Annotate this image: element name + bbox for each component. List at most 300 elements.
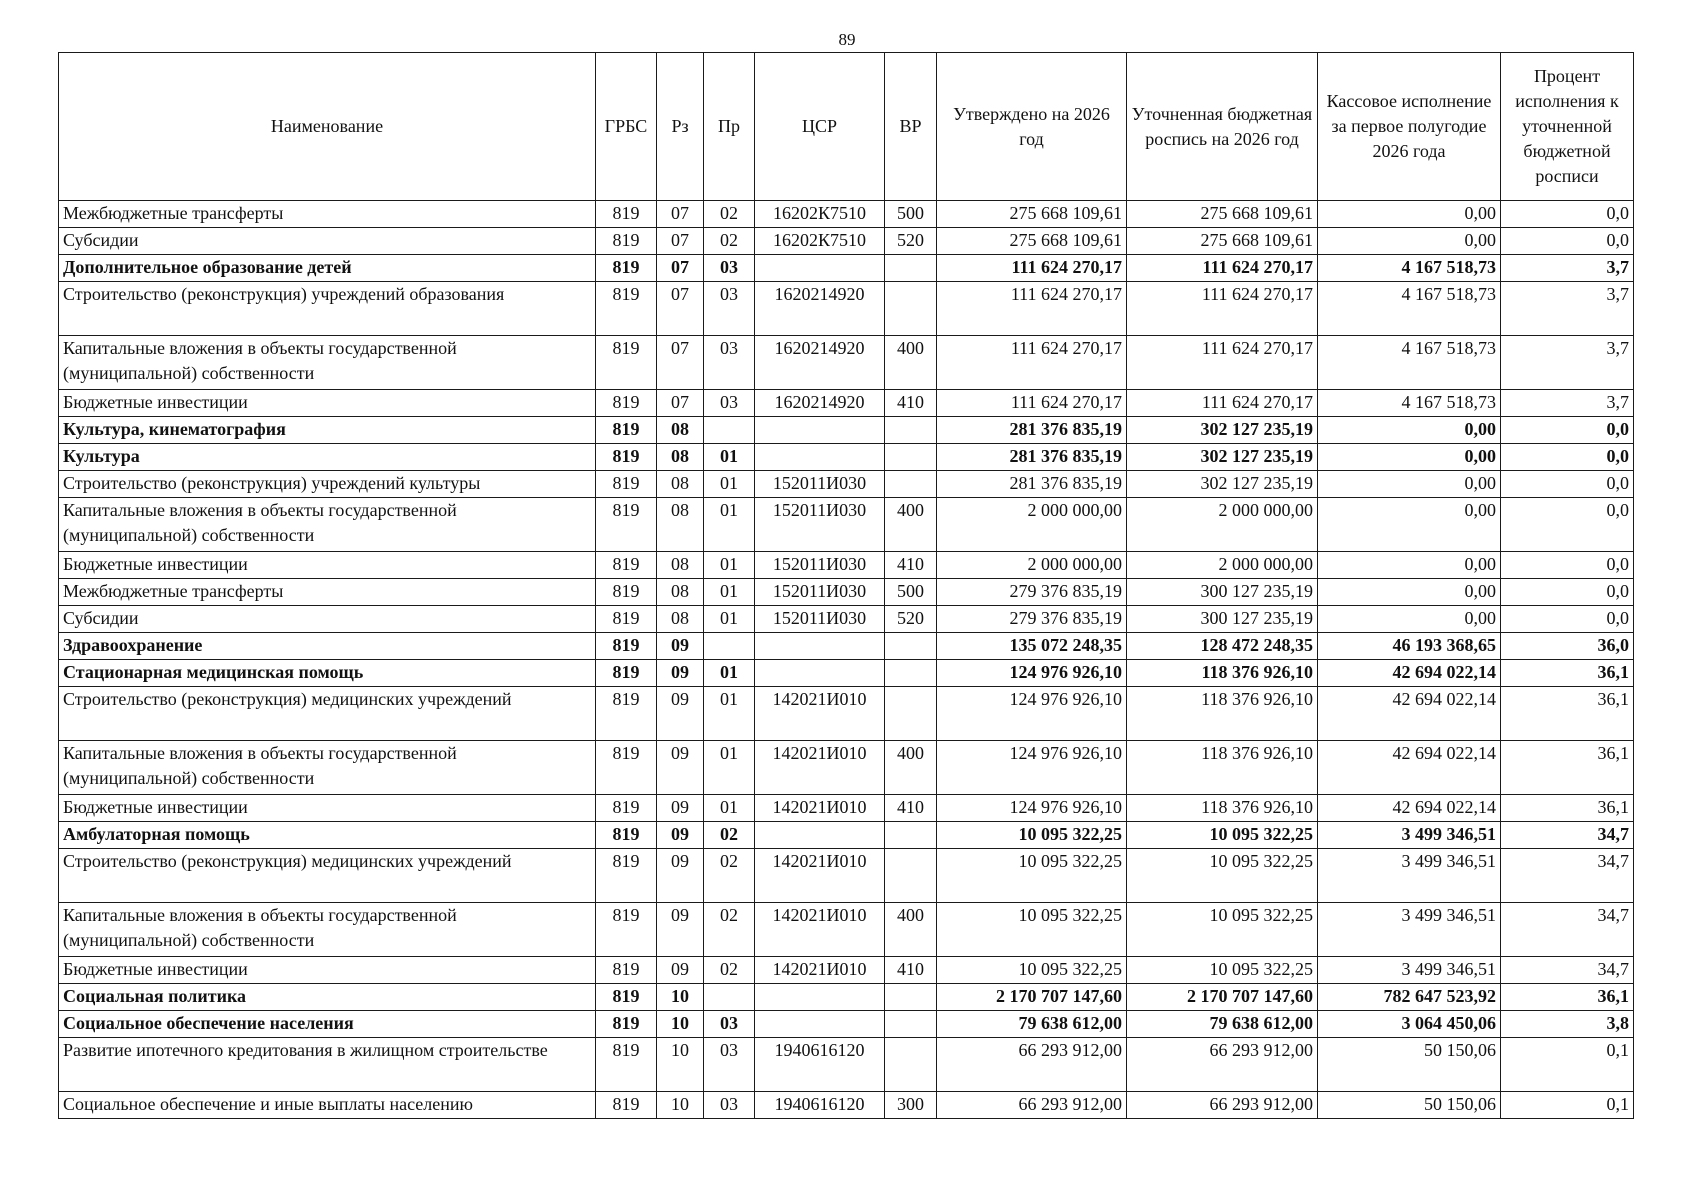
cell-rz: 09 — [657, 633, 704, 660]
cell-name: Капитальные вложения в объекты государственной (муниципальной) собственности — [59, 741, 596, 795]
cell-name: Капитальные вложения в объекты государственной (муниципальной) собственности — [59, 336, 596, 390]
table-row — [59, 606, 1634, 633]
cell-approved: 135 072 248,35 — [937, 633, 1127, 660]
cell-name: Развитие ипотечного кредитования в жилищном строительстве — [59, 1038, 596, 1092]
cell-vr: 410 — [885, 795, 937, 822]
cell-refined: 118 376 926,10 — [1127, 795, 1318, 822]
cell-refined: 79 638 612,00 — [1127, 1011, 1318, 1038]
cell-pr: 01 — [704, 741, 755, 795]
table-row — [59, 579, 1634, 606]
cell-rz: 09 — [657, 741, 704, 795]
cell-refined: 2 170 707 147,60 — [1127, 984, 1318, 1011]
cell-percent: 0,0 — [1501, 552, 1634, 579]
cell-pr: 01 — [704, 606, 755, 633]
cell-pr: 01 — [704, 579, 755, 606]
cell-percent: 34,7 — [1501, 822, 1634, 849]
header-row — [59, 53, 1634, 201]
cell-pr — [704, 984, 755, 1011]
cell-name: Социальная политика — [59, 984, 596, 1011]
cell-cash: 3 499 346,51 — [1318, 957, 1501, 984]
cell-approved: 124 976 926,10 — [937, 660, 1127, 687]
table-row — [59, 1011, 1634, 1038]
header-refined: Уточненная бюджетная роспись на 2026 год — [1127, 53, 1318, 201]
cell-vr — [885, 1038, 937, 1092]
cell-refined: 2 000 000,00 — [1127, 552, 1318, 579]
cell-percent: 34,7 — [1501, 903, 1634, 957]
cell-grbs: 819 — [596, 336, 657, 390]
cell-vr — [885, 417, 937, 444]
cell-pr: 03 — [704, 282, 755, 336]
table-row — [59, 849, 1634, 903]
cell-vr — [885, 282, 937, 336]
cell-name: Субсидии — [59, 228, 596, 255]
cell-approved: 2 000 000,00 — [937, 552, 1127, 579]
cell-name: Строительство (реконструкция) учреждений культуры — [59, 471, 596, 498]
cell-percent: 36,1 — [1501, 660, 1634, 687]
cell-cash: 3 499 346,51 — [1318, 822, 1501, 849]
cell-name: Субсидии — [59, 606, 596, 633]
cell-cash: 0,00 — [1318, 498, 1501, 552]
header-vr: ВР — [885, 53, 937, 201]
cell-refined: 2 000 000,00 — [1127, 498, 1318, 552]
cell-csr: 16202К7510 — [755, 201, 885, 228]
cell-rz: 07 — [657, 336, 704, 390]
cell-percent: 3,7 — [1501, 282, 1634, 336]
cell-approved: 111 624 270,17 — [937, 390, 1127, 417]
cell-csr — [755, 417, 885, 444]
cell-approved: 124 976 926,10 — [937, 795, 1127, 822]
cell-csr: 142021И010 — [755, 903, 885, 957]
cell-pr: 03 — [704, 390, 755, 417]
cell-pr: 02 — [704, 957, 755, 984]
cell-pr: 03 — [704, 1038, 755, 1092]
cell-cash: 50 150,06 — [1318, 1092, 1501, 1119]
table-row — [59, 282, 1634, 336]
cell-csr: 142021И010 — [755, 687, 885, 741]
cell-refined: 275 668 109,61 — [1127, 228, 1318, 255]
cell-csr — [755, 1011, 885, 1038]
cell-cash: 4 167 518,73 — [1318, 336, 1501, 390]
cell-rz: 08 — [657, 498, 704, 552]
cell-pr: 03 — [704, 336, 755, 390]
cell-percent: 3,7 — [1501, 336, 1634, 390]
cell-cash: 3 499 346,51 — [1318, 903, 1501, 957]
cell-csr: 142021И010 — [755, 849, 885, 903]
cell-cash: 42 694 022,14 — [1318, 687, 1501, 741]
cell-approved: 281 376 835,19 — [937, 417, 1127, 444]
cell-percent: 0,1 — [1501, 1038, 1634, 1092]
cell-refined: 300 127 235,19 — [1127, 579, 1318, 606]
cell-percent: 0,0 — [1501, 417, 1634, 444]
cell-name: Дополнительное образование детей — [59, 255, 596, 282]
cell-grbs: 819 — [596, 417, 657, 444]
table-row — [59, 552, 1634, 579]
cell-cash: 0,00 — [1318, 444, 1501, 471]
cell-percent: 0,0 — [1501, 579, 1634, 606]
cell-rz: 09 — [657, 687, 704, 741]
cell-approved: 79 638 612,00 — [937, 1011, 1127, 1038]
cell-refined: 118 376 926,10 — [1127, 687, 1318, 741]
cell-vr: 500 — [885, 579, 937, 606]
cell-csr — [755, 660, 885, 687]
cell-grbs: 819 — [596, 228, 657, 255]
cell-name: Межбюджетные трансферты — [59, 579, 596, 606]
cell-percent: 3,7 — [1501, 255, 1634, 282]
header-grbs: ГРБС — [596, 53, 657, 201]
cell-approved: 111 624 270,17 — [937, 336, 1127, 390]
cell-cash: 0,00 — [1318, 417, 1501, 444]
cell-cash: 46 193 368,65 — [1318, 633, 1501, 660]
cell-csr: 1940616120 — [755, 1038, 885, 1092]
table-row — [59, 228, 1634, 255]
cell-rz: 10 — [657, 1011, 704, 1038]
cell-rz: 08 — [657, 552, 704, 579]
cell-pr: 01 — [704, 498, 755, 552]
cell-csr: 1620214920 — [755, 336, 885, 390]
cell-cash: 782 647 523,92 — [1318, 984, 1501, 1011]
cell-vr: 400 — [885, 903, 937, 957]
cell-pr: 02 — [704, 228, 755, 255]
cell-approved: 281 376 835,19 — [937, 444, 1127, 471]
cell-csr: 142021И010 — [755, 957, 885, 984]
cell-cash: 0,00 — [1318, 606, 1501, 633]
cell-cash: 0,00 — [1318, 552, 1501, 579]
cell-cash: 3 499 346,51 — [1318, 849, 1501, 903]
cell-vr: 410 — [885, 390, 937, 417]
table-body — [59, 201, 1634, 1119]
cell-grbs: 819 — [596, 201, 657, 228]
cell-percent: 36,1 — [1501, 984, 1634, 1011]
cell-vr — [885, 633, 937, 660]
cell-cash: 42 694 022,14 — [1318, 741, 1501, 795]
cell-cash: 0,00 — [1318, 201, 1501, 228]
cell-refined: 302 127 235,19 — [1127, 444, 1318, 471]
cell-csr — [755, 444, 885, 471]
cell-name: Стационарная медицинская помощь — [59, 660, 596, 687]
cell-cash: 4 167 518,73 — [1318, 255, 1501, 282]
cell-grbs: 819 — [596, 903, 657, 957]
cell-name: Социальное обеспечение населения — [59, 1011, 596, 1038]
table-row — [59, 390, 1634, 417]
cell-refined: 275 668 109,61 — [1127, 201, 1318, 228]
cell-name: Капитальные вложения в объекты государственной (муниципальной) собственности — [59, 498, 596, 552]
cell-cash: 0,00 — [1318, 579, 1501, 606]
cell-pr: 01 — [704, 687, 755, 741]
cell-rz: 09 — [657, 849, 704, 903]
cell-refined: 10 095 322,25 — [1127, 903, 1318, 957]
cell-approved: 111 624 270,17 — [937, 282, 1127, 336]
cell-grbs: 819 — [596, 1038, 657, 1092]
cell-grbs: 819 — [596, 795, 657, 822]
cell-csr — [755, 255, 885, 282]
cell-rz: 10 — [657, 984, 704, 1011]
cell-refined: 10 095 322,25 — [1127, 822, 1318, 849]
cell-rz: 07 — [657, 255, 704, 282]
cell-percent: 36,0 — [1501, 633, 1634, 660]
cell-approved: 2 170 707 147,60 — [937, 984, 1127, 1011]
cell-approved: 275 668 109,61 — [937, 228, 1127, 255]
header-pr: Пр — [704, 53, 755, 201]
cell-grbs: 819 — [596, 984, 657, 1011]
cell-rz: 08 — [657, 471, 704, 498]
table-row — [59, 498, 1634, 552]
cell-csr: 152011И030 — [755, 579, 885, 606]
cell-refined: 128 472 248,35 — [1127, 633, 1318, 660]
cell-pr: 02 — [704, 903, 755, 957]
cell-rz: 07 — [657, 201, 704, 228]
table-row — [59, 633, 1634, 660]
cell-percent: 36,1 — [1501, 741, 1634, 795]
cell-cash: 42 694 022,14 — [1318, 660, 1501, 687]
cell-pr: 02 — [704, 822, 755, 849]
cell-refined: 66 293 912,00 — [1127, 1038, 1318, 1092]
cell-rz: 09 — [657, 660, 704, 687]
cell-csr: 1940616120 — [755, 1092, 885, 1119]
cell-rz: 09 — [657, 903, 704, 957]
cell-name: Культура, кинематография — [59, 417, 596, 444]
cell-refined: 300 127 235,19 — [1127, 606, 1318, 633]
table-row — [59, 336, 1634, 390]
cell-refined: 118 376 926,10 — [1127, 741, 1318, 795]
cell-refined: 302 127 235,19 — [1127, 471, 1318, 498]
cell-approved: 124 976 926,10 — [937, 741, 1127, 795]
cell-percent: 0,0 — [1501, 228, 1634, 255]
cell-refined: 111 624 270,17 — [1127, 282, 1318, 336]
cell-refined: 111 624 270,17 — [1127, 336, 1318, 390]
cell-refined: 111 624 270,17 — [1127, 255, 1318, 282]
table-row — [59, 903, 1634, 957]
cell-rz: 10 — [657, 1038, 704, 1092]
cell-name: Строительство (реконструкция) медицинских учреждений — [59, 687, 596, 741]
cell-csr: 152011И030 — [755, 552, 885, 579]
cell-approved: 10 095 322,25 — [937, 822, 1127, 849]
cell-csr: 152011И030 — [755, 606, 885, 633]
cell-vr: 400 — [885, 498, 937, 552]
cell-refined: 111 624 270,17 — [1127, 390, 1318, 417]
cell-grbs: 819 — [596, 957, 657, 984]
cell-approved: 281 376 835,19 — [937, 471, 1127, 498]
cell-cash: 3 064 450,06 — [1318, 1011, 1501, 1038]
cell-name: Бюджетные инвестиции — [59, 390, 596, 417]
table-row — [59, 984, 1634, 1011]
cell-percent: 34,7 — [1501, 849, 1634, 903]
header-rz: Рз — [657, 53, 704, 201]
cell-approved: 66 293 912,00 — [937, 1092, 1127, 1119]
cell-csr: 1620214920 — [755, 390, 885, 417]
table-row — [59, 1038, 1634, 1092]
header-name: Наименование — [59, 53, 596, 201]
cell-approved: 111 624 270,17 — [937, 255, 1127, 282]
header-approved: Утверждено на 2026 год — [937, 53, 1127, 201]
cell-name: Бюджетные инвестиции — [59, 552, 596, 579]
cell-refined: 302 127 235,19 — [1127, 417, 1318, 444]
cell-csr — [755, 822, 885, 849]
cell-refined: 10 095 322,25 — [1127, 957, 1318, 984]
cell-cash: 4 167 518,73 — [1318, 282, 1501, 336]
cell-vr: 400 — [885, 741, 937, 795]
table-row — [59, 417, 1634, 444]
cell-vr — [885, 444, 937, 471]
cell-approved: 124 976 926,10 — [937, 687, 1127, 741]
cell-cash: 0,00 — [1318, 471, 1501, 498]
cell-pr — [704, 633, 755, 660]
cell-percent: 36,1 — [1501, 795, 1634, 822]
cell-pr — [704, 417, 755, 444]
table-header — [59, 53, 1634, 201]
cell-pr: 02 — [704, 201, 755, 228]
cell-approved: 275 668 109,61 — [937, 201, 1127, 228]
cell-name: Социальное обеспечение и иные выплаты населению — [59, 1092, 596, 1119]
cell-name: Культура — [59, 444, 596, 471]
table-row — [59, 822, 1634, 849]
header-cash: Кассовое исполнение за первое полугодие 2026 года — [1318, 53, 1501, 201]
cell-refined: 66 293 912,00 — [1127, 1092, 1318, 1119]
cell-csr: 152011И030 — [755, 498, 885, 552]
table-row — [59, 957, 1634, 984]
cell-grbs: 819 — [596, 1011, 657, 1038]
table-row — [59, 444, 1634, 471]
cell-percent: 0,0 — [1501, 471, 1634, 498]
cell-percent: 36,1 — [1501, 687, 1634, 741]
cell-approved: 66 293 912,00 — [937, 1038, 1127, 1092]
cell-name: Межбюджетные трансферты — [59, 201, 596, 228]
cell-percent: 3,7 — [1501, 390, 1634, 417]
cell-pr: 01 — [704, 660, 755, 687]
table-row — [59, 687, 1634, 741]
cell-pr: 03 — [704, 255, 755, 282]
cell-cash: 0,00 — [1318, 228, 1501, 255]
cell-grbs: 819 — [596, 687, 657, 741]
cell-pr: 01 — [704, 471, 755, 498]
cell-cash: 50 150,06 — [1318, 1038, 1501, 1092]
cell-grbs: 819 — [596, 660, 657, 687]
cell-approved: 279 376 835,19 — [937, 579, 1127, 606]
cell-vr: 520 — [885, 228, 937, 255]
cell-csr — [755, 984, 885, 1011]
budget-execution-table — [58, 52, 1634, 1119]
cell-csr: 1620214920 — [755, 282, 885, 336]
cell-rz: 09 — [657, 822, 704, 849]
cell-vr — [885, 849, 937, 903]
cell-grbs: 819 — [596, 606, 657, 633]
cell-pr: 01 — [704, 444, 755, 471]
header-percent: Процент исполнения к уточненной бюджетной росписи — [1501, 53, 1634, 201]
cell-name: Строительство (реконструкция) учреждений образования — [59, 282, 596, 336]
cell-rz: 07 — [657, 282, 704, 336]
cell-percent: 0,0 — [1501, 498, 1634, 552]
cell-name: Бюджетные инвестиции — [59, 957, 596, 984]
cell-grbs: 819 — [596, 822, 657, 849]
cell-csr: 142021И010 — [755, 741, 885, 795]
cell-refined: 118 376 926,10 — [1127, 660, 1318, 687]
cell-rz: 09 — [657, 795, 704, 822]
cell-name: Строительство (реконструкция) медицинских учреждений — [59, 849, 596, 903]
cell-vr — [885, 984, 937, 1011]
cell-grbs: 819 — [596, 579, 657, 606]
cell-rz: 08 — [657, 579, 704, 606]
cell-pr: 01 — [704, 552, 755, 579]
cell-grbs: 819 — [596, 255, 657, 282]
cell-pr: 03 — [704, 1092, 755, 1119]
cell-rz: 07 — [657, 390, 704, 417]
cell-vr: 410 — [885, 552, 937, 579]
cell-rz: 08 — [657, 444, 704, 471]
cell-csr: 152011И030 — [755, 471, 885, 498]
cell-vr: 500 — [885, 201, 937, 228]
cell-percent: 34,7 — [1501, 957, 1634, 984]
cell-grbs: 819 — [596, 444, 657, 471]
cell-approved: 10 095 322,25 — [937, 957, 1127, 984]
cell-grbs: 819 — [596, 633, 657, 660]
cell-percent: 3,8 — [1501, 1011, 1634, 1038]
cell-vr: 520 — [885, 606, 937, 633]
cell-name: Здравоохранение — [59, 633, 596, 660]
cell-vr — [885, 1011, 937, 1038]
cell-grbs: 819 — [596, 390, 657, 417]
cell-percent: 0,1 — [1501, 1092, 1634, 1119]
cell-grbs: 819 — [596, 1092, 657, 1119]
cell-approved: 279 376 835,19 — [937, 606, 1127, 633]
cell-percent: 0,0 — [1501, 201, 1634, 228]
table-row — [59, 255, 1634, 282]
cell-percent: 0,0 — [1501, 444, 1634, 471]
cell-grbs: 819 — [596, 552, 657, 579]
cell-grbs: 819 — [596, 741, 657, 795]
cell-vr: 300 — [885, 1092, 937, 1119]
cell-vr — [885, 822, 937, 849]
table-row — [59, 1092, 1634, 1119]
cell-rz: 07 — [657, 228, 704, 255]
cell-cash: 42 694 022,14 — [1318, 795, 1501, 822]
table-row — [59, 471, 1634, 498]
cell-name: Капитальные вложения в объекты государственной (муниципальной) собственности — [59, 903, 596, 957]
cell-csr — [755, 633, 885, 660]
table-row — [59, 201, 1634, 228]
cell-vr: 400 — [885, 336, 937, 390]
cell-name: Амбулаторная помощь — [59, 822, 596, 849]
cell-vr — [885, 660, 937, 687]
cell-csr: 142021И010 — [755, 795, 885, 822]
cell-approved: 2 000 000,00 — [937, 498, 1127, 552]
cell-rz: 10 — [657, 1092, 704, 1119]
cell-vr — [885, 471, 937, 498]
cell-vr — [885, 687, 937, 741]
cell-grbs: 819 — [596, 849, 657, 903]
cell-approved: 10 095 322,25 — [937, 849, 1127, 903]
cell-grbs: 819 — [596, 282, 657, 336]
cell-grbs: 819 — [596, 471, 657, 498]
cell-vr — [885, 255, 937, 282]
cell-refined: 10 095 322,25 — [1127, 849, 1318, 903]
cell-rz: 08 — [657, 417, 704, 444]
cell-name: Бюджетные инвестиции — [59, 795, 596, 822]
page-number: 89 — [838, 30, 856, 49]
table-row — [59, 795, 1634, 822]
cell-grbs: 819 — [596, 498, 657, 552]
cell-percent: 0,0 — [1501, 606, 1634, 633]
cell-rz: 08 — [657, 606, 704, 633]
cell-rz: 09 — [657, 957, 704, 984]
cell-vr: 410 — [885, 957, 937, 984]
cell-csr: 16202К7510 — [755, 228, 885, 255]
cell-pr: 03 — [704, 1011, 755, 1038]
cell-pr: 02 — [704, 849, 755, 903]
table-row — [59, 660, 1634, 687]
header-csr: ЦСР — [755, 53, 885, 201]
cell-pr: 01 — [704, 795, 755, 822]
cell-cash: 4 167 518,73 — [1318, 390, 1501, 417]
cell-approved: 10 095 322,25 — [937, 903, 1127, 957]
